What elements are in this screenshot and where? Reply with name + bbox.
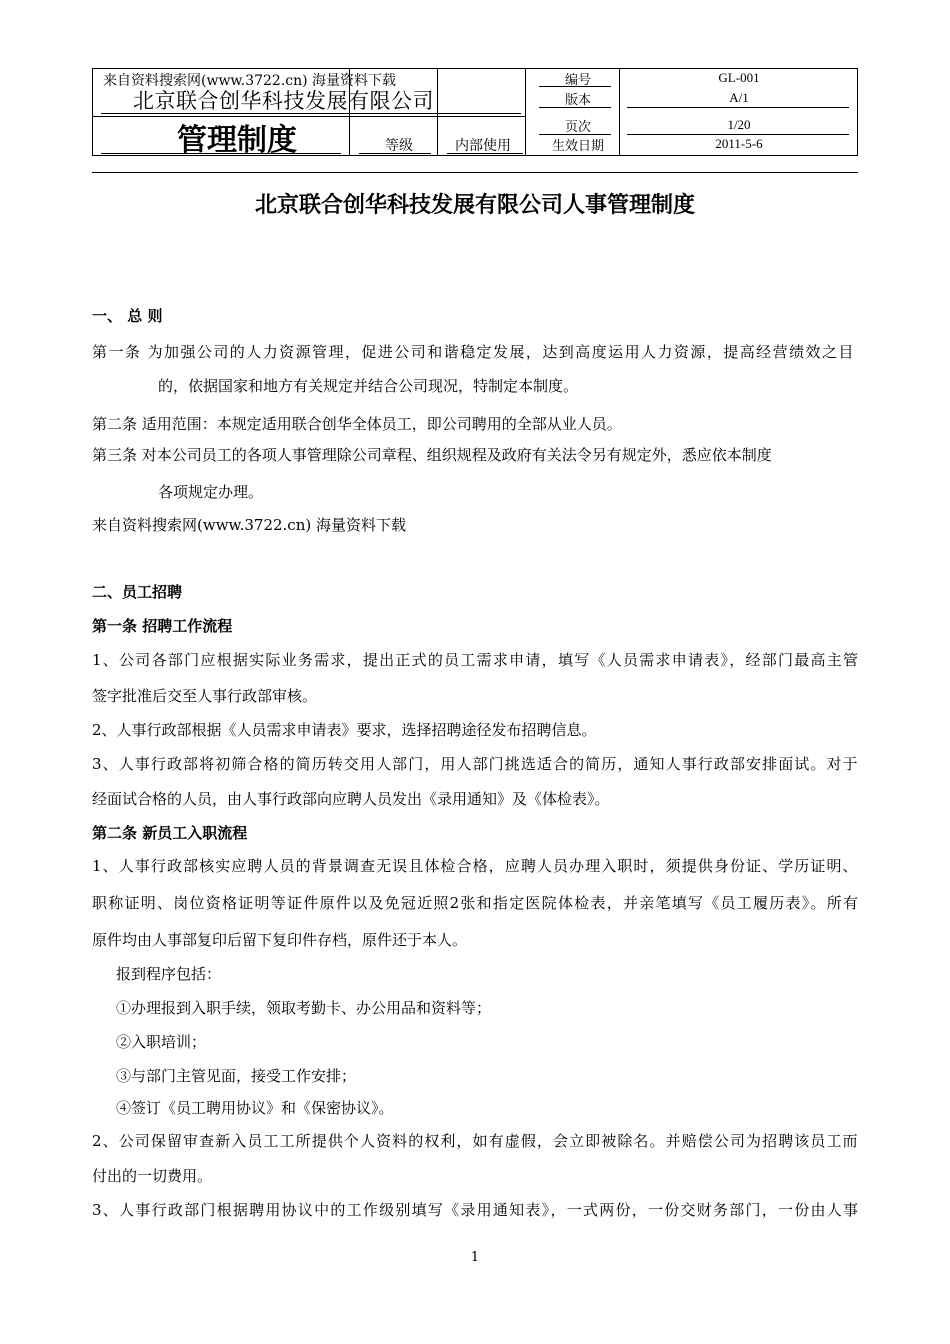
header-level-label: 等级 [385, 138, 413, 154]
article-heading: 第二条 新员工入职流程 [92, 824, 248, 842]
body-line: 2、人事行政部根据《人员需求申请表》要求，选择招聘途径发布招聘信息。 [92, 721, 597, 739]
body-line: 1、公司各部门应根据实际业务需求，提出正式的员工需求申请，填写《人员需求申请表》，经部门最高主管 [92, 651, 860, 669]
header-doc-type: 管理制度 [177, 123, 297, 158]
field-label-page: 页次 [564, 120, 591, 135]
body-line: 3、人事行政部门根据聘用协议中的工作级别填写《录用通知表》，一式两份，一份交财务部门，一份由人事 [92, 1201, 860, 1219]
document-header-table [92, 68, 858, 156]
header-source-note: 来自资料搜索网(www.3722.cn) 海量资料下载 [103, 73, 397, 89]
header-rule [92, 172, 858, 173]
field-value-page: 1/20 [727, 117, 751, 132]
field-label-number: 编号 [564, 73, 591, 88]
source-note: 来自资料搜索网(www.3722.cn) 海量资料下载 [92, 516, 406, 534]
body-line: 付出的一切费用。 [92, 1167, 213, 1185]
body-line: 经面试合格的人员，由人事行政部向应聘人员发出《录用通知》及《体检表》。 [92, 790, 610, 808]
body-line: 2、公司保留审查新入员工工所提供个人资料的权利，如有虚假，会立即被除名。并赔偿公司为招聘该员工而 [92, 1132, 859, 1150]
list-item: ③与部门主管见面，接受工作安排； [116, 1067, 357, 1085]
body-line: 第一条 为加强公司的人力资源管理，促进公司和谐稳定发展，达到高度运用人力资源，提高经营绩效之目 [92, 343, 855, 361]
field-label-version: 版本 [564, 93, 591, 108]
field-value-version: A/1 [729, 90, 749, 105]
body-line: 职称证明、岗位资格证明等证件原件以及免冠近照2张和指定医院体检表，并亲笔填写《员工履历表》。所有 [92, 894, 860, 912]
list-item: ①办理报到入职手续，领取考勤卡、办公用品和资料等； [116, 999, 492, 1017]
body-line: 第三条 对本公司员工的各项人事管理除公司章程、组织规程及政府有关法令另有规定外，悉应依本制度 [92, 446, 772, 464]
body-line: 签字批准后交至人事行政部审核。 [92, 687, 318, 705]
body-line: 各项规定办理。 [158, 483, 264, 501]
body-line: 第二条 适用范围：本规定适用联合创华全体员工，即公司聘用的全部从业人员。 [92, 415, 622, 433]
header-level-value: 内部使用 [455, 138, 511, 154]
header-company-name: 北京联合创华科技发展有限公司 [133, 89, 434, 113]
section-heading: 二、员工招聘 [92, 583, 183, 601]
body-line: 1、人事行政部核实应聘人员的背景调查无误且体检合格，应聘人员办理入职时，须提供身份证、学历证明、 [92, 857, 859, 875]
field-value-number: GL-001 [718, 70, 760, 85]
body-line: 3、人事行政部将初筛合格的简历转交用人部门，用人部门挑选适合的简历，通知人事行政部安排面试。对于 [92, 755, 859, 773]
section-heading: 一、 总 则 [92, 307, 163, 325]
field-label-effective-date: 生效日期 [551, 139, 604, 154]
page-number: 1 [470, 1250, 480, 1265]
article-heading: 第一条 招聘工作流程 [92, 617, 233, 635]
body-line: 报到程序包括： [116, 965, 222, 983]
list-item: ②入职培训； [116, 1033, 207, 1051]
field-value-effective-date: 2011-5-6 [715, 136, 763, 151]
body-line: 的，依据国家和地方有关规定并结合公司现况，特制定本制度。 [158, 377, 579, 395]
body-line: 原件均由人事部复印后留下复印件存档，原件还于本人。 [92, 931, 468, 949]
document-title: 北京联合创华科技发展有限公司人事管理制度 [254, 193, 695, 218]
list-item: ④签订《员工聘用协议》和《保密协议》。 [116, 1099, 394, 1117]
